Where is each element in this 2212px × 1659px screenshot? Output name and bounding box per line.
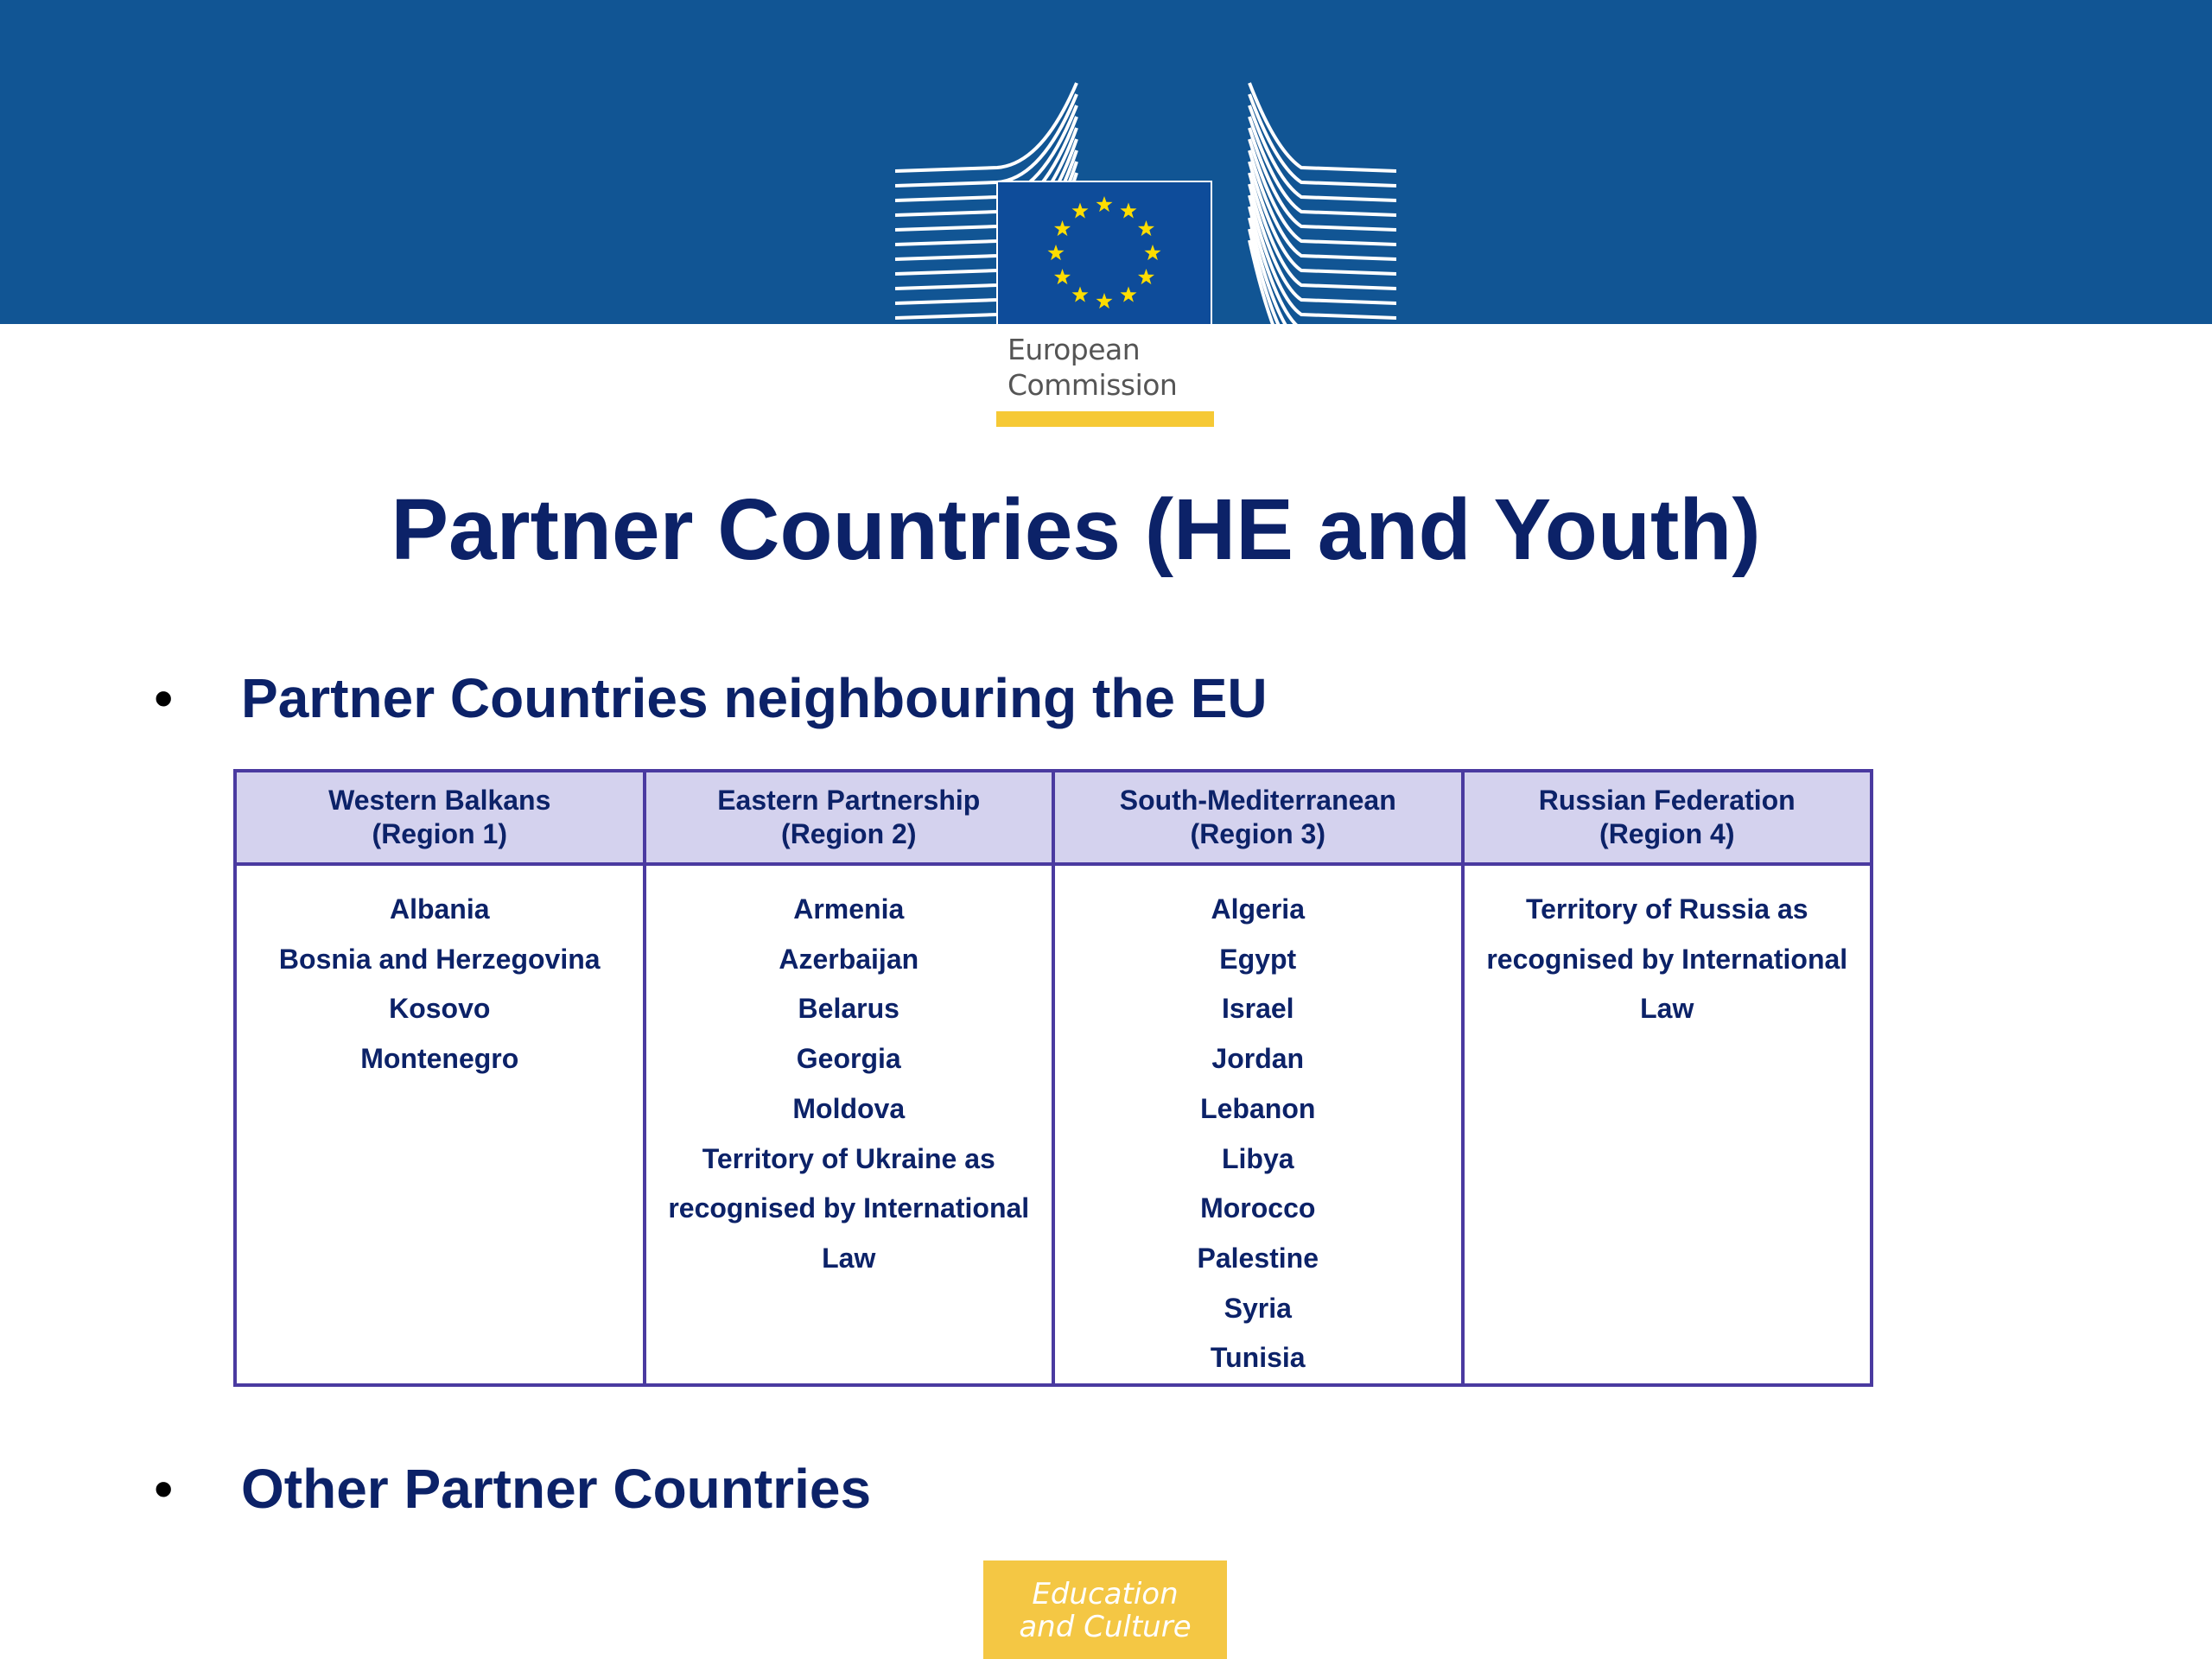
bullet-icon: • xyxy=(154,667,174,729)
education-culture-badge xyxy=(983,1560,1227,1659)
region-number: (Region 1) xyxy=(372,818,507,849)
country-item: Algeria xyxy=(1211,893,1305,925)
country-item: recognised by International xyxy=(668,1192,1030,1224)
country-item: Georgia xyxy=(796,1043,901,1075)
section-heading-text: Other Partner Countries xyxy=(241,1458,872,1520)
region-number: (Region 4) xyxy=(1599,818,1735,849)
regions-countries-row xyxy=(235,864,1872,1385)
country-item: Israel xyxy=(1221,993,1294,1025)
page-title: Partner Countries (HE and Youth) xyxy=(391,481,1761,578)
region-4-countries xyxy=(1463,864,1872,1385)
region-name: South-Mediterranean xyxy=(1119,785,1396,816)
regions-table xyxy=(233,769,1873,1387)
logo-line-2: Commission xyxy=(1007,368,1178,402)
country-item: Azerbaijan xyxy=(779,943,919,975)
country-item: Territory of Ukraine as xyxy=(702,1142,995,1174)
country-item: Kosovo xyxy=(389,993,491,1025)
country-item: Morocco xyxy=(1200,1192,1316,1224)
region-name: Russian Federation xyxy=(1538,785,1796,816)
badge-line-2: and Culture xyxy=(1019,1610,1192,1644)
logo-line-1: European xyxy=(1007,333,1141,366)
country-item: Syria xyxy=(1224,1292,1292,1324)
logo-accent-bar xyxy=(996,411,1214,427)
region-name: Eastern Partnership xyxy=(717,785,981,816)
logo-label xyxy=(993,325,1209,410)
region-1-countries xyxy=(235,864,645,1385)
section-heading-text: Partner Countries neighbouring the EU xyxy=(241,667,1268,729)
country-item: Montenegro xyxy=(360,1043,519,1075)
country-item: Territory of Russia as xyxy=(1525,893,1808,925)
regions-header-row xyxy=(235,771,1872,864)
bullet-icon: • xyxy=(154,1458,174,1520)
region-name: Western Balkans xyxy=(328,785,551,816)
country-item: Egypt xyxy=(1219,943,1297,975)
country-item: Palestine xyxy=(1197,1242,1319,1274)
country-item: Belarus xyxy=(798,993,899,1025)
country-item: Law xyxy=(1640,993,1694,1025)
country-item: Moldova xyxy=(792,1092,906,1124)
region-1-header xyxy=(235,771,645,864)
region-3-countries xyxy=(1053,864,1463,1385)
region-3-header xyxy=(1053,771,1463,864)
region-number: (Region 2) xyxy=(781,818,917,849)
country-item: Libya xyxy=(1221,1142,1294,1174)
region-2-countries xyxy=(645,864,1054,1385)
country-item: Bosnia and Herzegovina xyxy=(278,943,601,975)
country-item: Armenia xyxy=(793,893,905,925)
country-item: Law xyxy=(822,1242,876,1274)
region-2-header xyxy=(645,771,1054,864)
country-item: recognised by International xyxy=(1486,943,1848,975)
country-item: Albania xyxy=(389,893,490,925)
badge-line-1: Education xyxy=(1032,1577,1179,1611)
country-item: Jordan xyxy=(1211,1043,1305,1075)
region-number: (Region 3) xyxy=(1190,818,1325,849)
country-item: Tunisia xyxy=(1210,1342,1306,1374)
country-item: Lebanon xyxy=(1200,1092,1316,1124)
region-4-header xyxy=(1463,771,1872,864)
